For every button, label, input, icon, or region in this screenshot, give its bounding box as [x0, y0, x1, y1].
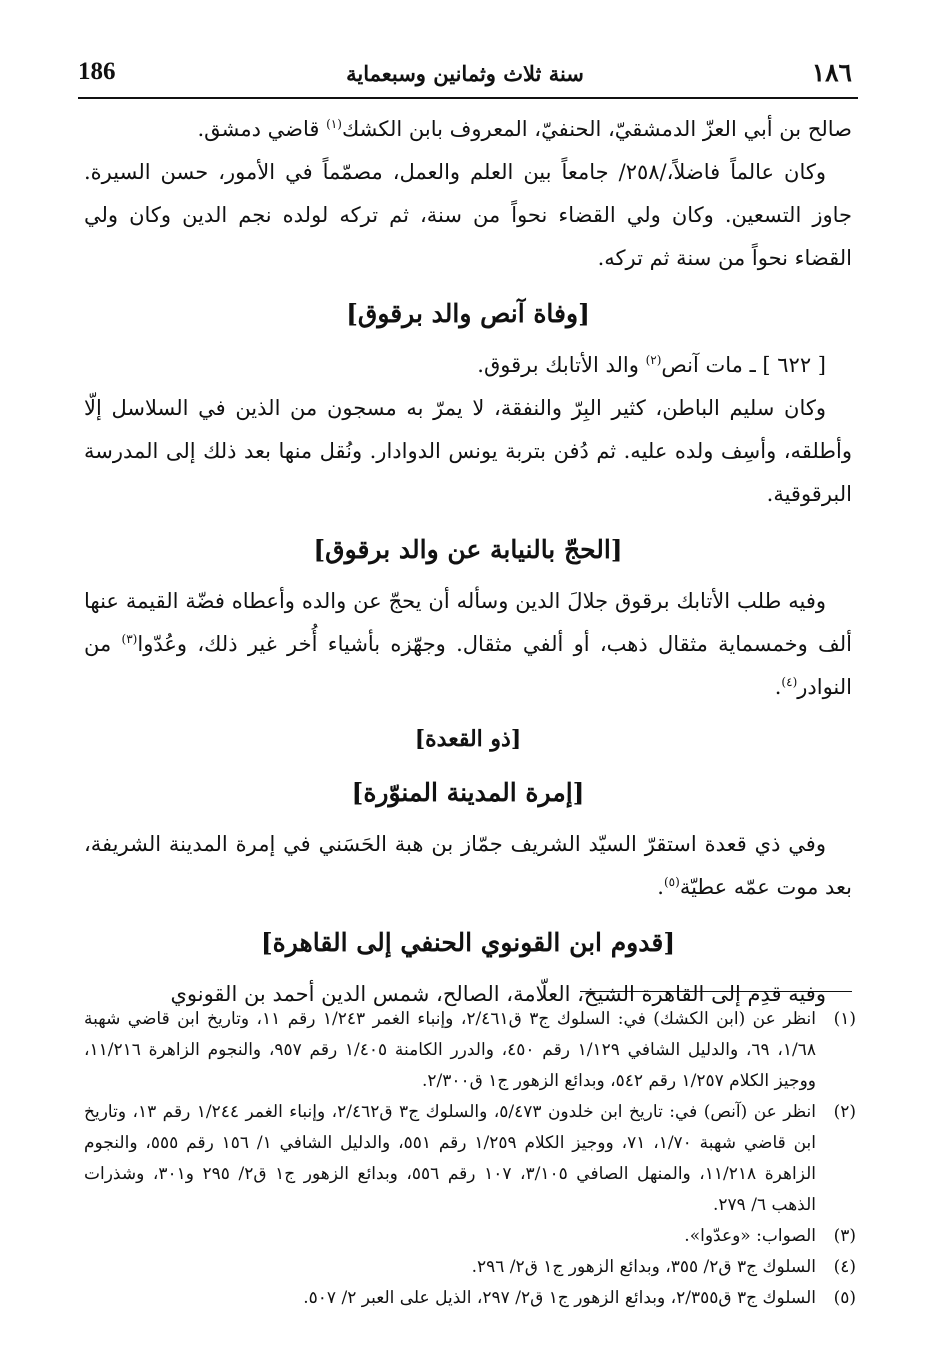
footnote: [84, 1283, 856, 1314]
footnote-ref: (٣): [121, 632, 138, 646]
footnote-number: (٣): [833, 1226, 856, 1246]
paragraph: وكان عالماً فاضلاً،/٢٥٨/ جامعاً بين العلم والعمل، مصمّماً في الأمور، حسن السيرة. جاوز التسعين. وكان ولي القضاء نحواً من سنة، ثم تركه لولده نجم الدين وكان ولي القضاء نحواً من سنة ثم تركه.: [84, 160, 852, 270]
text-run: قاضي دمشق.: [197, 117, 327, 141]
running-title: سنة ثلاث وثمانين وسبعماية: [346, 61, 584, 86]
text-run: من النوادر: [84, 632, 852, 699]
footnote-text: السلوك ج٣ ق٢/ ٣٥٥، وبدائع الزهور ج١ ق٢/ ٢٩٦.: [471, 1257, 816, 1277]
section-heading: [الحجّ بالنيابة عن والد برقوق]: [313, 535, 623, 564]
footnote: [84, 1004, 856, 1097]
footnote-text: الصواب: «وعدّوا».: [684, 1226, 816, 1246]
footnote-ref: (٢): [645, 353, 662, 367]
text-run: وفي ذي قعدة استقرّ السيّد الشريف جمّاز بن هبة الحَسَني في إمرة المدينة الشريفة، بعد موت عمّه عطيّة: [84, 832, 852, 899]
paragraph: وكان سليم الباطن، كثير البِرّ والنفقة، لا يمرّ به مسجون من الذين في السلاسل إلّا وأطلقه، وأسِف ولده عليه. ثم دُفن بتربة يونس الدوادار. ونُقل منها بعد ذلك إلى المدرسة البرقوقية.: [84, 396, 852, 506]
footnote: [84, 1221, 856, 1252]
footnote-rule: [580, 991, 852, 992]
main-text: [84, 108, 852, 1016]
paragraph: [84, 580, 852, 709]
footnote-number: (٥): [833, 1288, 856, 1308]
footnote-ref: (١): [326, 117, 342, 131]
footnote-ref: (٥): [663, 875, 680, 889]
footnote-text: السلوك ج٣ ق٢/٣٥٥، وبدائع الزهور ج١ ق٢/ ٢٩٧، الذيل على العبر ٢/ ٥٠٧.: [303, 1288, 816, 1308]
page-number-arabic: ١٨٦: [811, 58, 852, 87]
footnote-text: انظر عن (آنص) في: تاريخ ابن خلدون ٥/٤٧٣، والسلوك ج٣ ق٢/٤٦٢، وإنباء الغمر ١/٢٤٤ رقم ١٣، وتاريخ ابن قاضي شهبة ١/٧٠، ٧١، ووجيز الكلام ١/٢٥٩ رقم ٥٥١، والدليل الشافي ١/ ١٥٦ رقم ٥٥٥، والنجوم الزاهرة ١١/٢١٨، والمنهل الصافي ٣/١٠٥، ١٠٧ رقم ٥٥٦، وبدائع الزهور ج١ ق٢/ ٢٩٥ و٣٠١، وشذرات الذهب ٦/ ٢٧٩.: [84, 1102, 816, 1215]
section-heading: [إمرة المدينة المنوّرة]: [351, 778, 585, 807]
text-run: والد الأتابك برقوق.: [477, 353, 646, 377]
footnote: [84, 1252, 856, 1283]
month-heading: [ذو القعدة]: [414, 726, 522, 752]
page-number-latin: 186: [78, 58, 116, 85]
footnote: [84, 1097, 856, 1221]
footnote-number: (٢): [833, 1102, 856, 1122]
footnote-ref: (٤): [781, 675, 798, 689]
footnotes: [84, 1004, 856, 1314]
entry-paragraph: [84, 344, 852, 387]
section-heading: [قدوم ابن القونوي الحنفي إلى القاهرة]: [260, 928, 676, 957]
paragraph: [84, 823, 852, 909]
page-header: [78, 58, 852, 94]
footnote-number: (١): [833, 1009, 856, 1029]
text-run: [ ٦٢٢ ] ـ مات آنص: [661, 353, 826, 377]
text-run: وفيه طلب الأتابك برقوق جلالَ الدين وسأله أن يحجّ عن والده وأعطاه فضّة القيمة عنها ألف وخمسماية مثقال ذهب، أو ألفي مثقال. وجهّزه بأشياء أُخر غير ذلك، وعُدّوا: [84, 589, 852, 656]
paragraph: [84, 108, 852, 151]
footnote-text: انظر عن (ابن الكشك) في: السلوك ج٣ ق٢/٤٦١، وإنباء الغمر ١/٢٤٣ رقم ١١، وتاريخ ابن قاضي شهبة ١/٦٨، ٦٩، والدليل الشافي ١/١٢٩ رقم ٤٥٠، والدرر الكامنة ١/٤٠٥ رقم ٩٥٧، والنجوم الزاهرة ١١/٢١٦، ووجيز الكلام ١/٢٥٧ رقم ٥٤٢، وبدائع الزهور ج١ ق٢/٣٠٠.: [84, 1009, 817, 1091]
footnote-number: (٤): [833, 1257, 856, 1277]
paragraph: وفيه قدِم إلى القاهرة الشيخ، العلّامة، الصالح، شمس الدين أحمد بن القونوي: [170, 982, 826, 1006]
text-run: .: [657, 875, 664, 899]
section-heading: [وفاة آنص والد برقوق]: [346, 299, 590, 328]
text-run: .: [774, 675, 782, 699]
text-run: صالح بن أبي العزّ الدمشقيّ، الحنفيّ، المعروف بابن الكشك: [341, 117, 852, 141]
header-rule: [78, 97, 858, 99]
